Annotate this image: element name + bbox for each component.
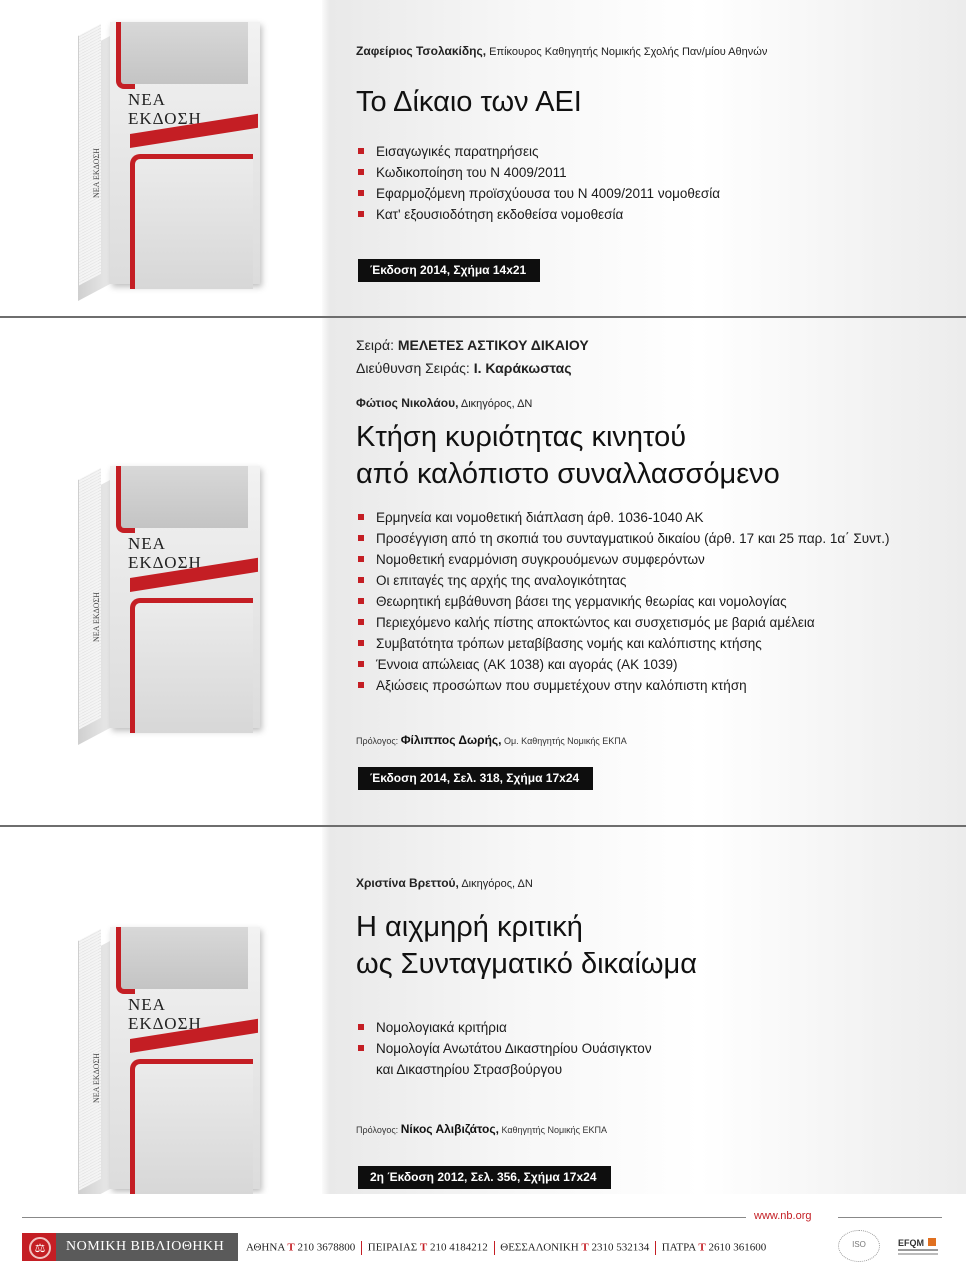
cover-label-line2: ΕΚΔΟΣΗ (128, 1014, 202, 1033)
phone-marker: Τ (698, 1241, 706, 1254)
cover-red-corner (116, 22, 135, 89)
cover-panel (130, 598, 253, 733)
book-title-line2: ως Συνταγματικό δικαίωμα (356, 948, 698, 980)
author-role: Επίκουρος Καθηγητής Νομικής Σχολής Παν/μίου Αθηνών (489, 46, 768, 58)
book-title-line2: από καλόπιστο συναλλασσόμενο (356, 458, 780, 490)
footer-rule-right (838, 1217, 942, 1218)
efqm-logo-icon (898, 1232, 938, 1260)
spine-label: ΝΕΑ ΕΚΔΟΣΗ (92, 1053, 101, 1103)
contact-phone: 210 3678800 (297, 1241, 356, 1254)
topic-item: Ερμηνεία και νομοθετική διάπλαση άρθ. 1036-1040 ΑΚ (357, 507, 889, 528)
cover-panel (130, 1059, 253, 1194)
cover-red-corner (116, 466, 135, 533)
topic-item: Έννοια απώλειας (ΑΚ 1038) και αγοράς (ΑΚ 1039) (357, 654, 889, 675)
cover-label-line1: ΝΕΑ (128, 995, 166, 1014)
topic-item: Νομολογία Ανωτάτου Δικαστηρίου Ουάσιγκτον (357, 1038, 652, 1059)
author-name: Ζαφείριος Τσολακίδης, (356, 44, 487, 58)
prologue-name: Φίλιππος Δωρής, (400, 733, 502, 747)
prologue-name: Νίκος Αλιβιζάτος, (400, 1122, 499, 1136)
author-line (356, 876, 533, 890)
topic-item: Οι επιταγές της αρχής της αναλογικότητας (357, 570, 889, 591)
book-section-3 (0, 827, 966, 1194)
direction-label: Διεύθυνση Σειράς: (356, 360, 470, 376)
book-front-cover (110, 22, 260, 284)
series-direction-line (356, 360, 572, 376)
book-front-cover (110, 466, 260, 728)
contact-divider (494, 1241, 495, 1255)
cover-top-block (120, 22, 248, 84)
topic-item: Αξιώσεις προσώπων που συμμετέχουν στην καλόπιστη κτήση (357, 675, 889, 696)
spine-label: ΝΕΑ ΕΚΔΟΣΗ (92, 148, 101, 198)
contact-divider (361, 1241, 362, 1255)
author-name: Χριστίνα Βρεττού, (356, 876, 459, 890)
topic-item: Νομοθετική εναρμόνιση συγκρουόμενων συμφερόντων (357, 549, 889, 570)
book-title-line1: Κτήση κυριότητας κινητού (356, 421, 687, 453)
prologue-label: Πρόλογος: (356, 1125, 399, 1135)
book-front-cover (110, 927, 260, 1189)
footer (0, 1196, 966, 1288)
topic-list (357, 1017, 652, 1080)
contact-phones (246, 1241, 766, 1255)
contact-city: ΠΑΤΡΑ (661, 1241, 696, 1254)
phone-marker: Τ (581, 1241, 589, 1254)
efqm-label: EFQM (898, 1238, 924, 1248)
spine-label: ΝΕΑ ΕΚΔΟΣΗ (92, 592, 101, 642)
prologue-line (356, 733, 627, 747)
topic-item: Συμβατότητα τρόπων μεταβίβασης νομής και καλόπιστης κτήσης (357, 633, 889, 654)
contact-city: ΑΘΗΝΑ (246, 1241, 285, 1254)
book-cover-image (78, 22, 260, 284)
publisher-name: ΝΟΜΙΚΗ ΒΙΒΛΙΟΘΗΚΗ (66, 1239, 225, 1254)
contact-phone: 210 4184212 (430, 1241, 488, 1254)
contact-city: ΠΕΙΡΑΙΑΣ (367, 1241, 418, 1254)
contact-divider (655, 1241, 656, 1255)
cover-panel (130, 154, 253, 289)
book-title (356, 909, 697, 983)
book-title-line1: Η αιχμηρή κριτική (356, 911, 583, 943)
footer-rule-left (22, 1217, 746, 1218)
author-line (356, 44, 767, 58)
iso-certification-icon: ISO (838, 1230, 880, 1262)
efqm-stripe (898, 1249, 938, 1251)
phone-marker: Τ (419, 1241, 428, 1254)
author-role: Δικηγόρος, ΔΝ (461, 878, 533, 890)
edition-badge: Έκδοση 2014, Σελ. 318, Σχήμα 17x24 (358, 767, 593, 790)
cover-label-line2: ΕΚΔΟΣΗ (128, 109, 202, 128)
cover-red-corner (116, 927, 135, 994)
topic-item: Εφαρμοζόμενη προϊσχύουσα του Ν 4009/2011 νομοθεσία (357, 183, 720, 204)
book-section-1 (0, 0, 966, 316)
author-name: Φώτιος Νικολάου, (356, 396, 459, 410)
cover-label-line1: ΝΕΑ (128, 90, 166, 109)
topic-item: Θεωρητική εμβάθυνση βάσει της γερμανικής θεωρίας και νομολογίας (357, 591, 889, 612)
topic-item: Προσέγγιση από τη σκοπιά του συνταγματικού δικαίου (άρθ. 17 και 25 παρ. 1α΄ Συντ.) (357, 528, 889, 549)
topic-item: Νομολογιακά κριτήρια (357, 1017, 652, 1038)
cover-top-block (120, 927, 248, 989)
book-title-line1: Το Δίκαιο των ΑΕΙ (356, 86, 582, 118)
book-cover-image (78, 466, 260, 728)
prologue-line (356, 1122, 607, 1136)
direction-name: Ι. Καράκωστας (473, 360, 572, 376)
topic-item-continuation: και Δικαστηρίου Στρασβούργου (376, 1062, 563, 1077)
prologue-role: Καθηγητής Νομικής ΕΚΠΑ (501, 1125, 608, 1135)
book-section-2 (0, 318, 966, 825)
edition-badge: 2η Έκδοση 2012, Σελ. 356, Σχήμα 17x24 (358, 1166, 611, 1189)
cover-top-block (120, 466, 248, 528)
cover-label-line2: ΕΚΔΟΣΗ (128, 553, 202, 572)
website-link[interactable]: www.nb.org (754, 1210, 812, 1222)
topic-item: Κατ' εξουσιοδότηση εκδοθείσα νομοθεσία (357, 204, 720, 225)
contact-phone: 2310 532134 (591, 1241, 650, 1254)
series-label: Σειρά: (356, 337, 394, 353)
edition-badge: Έκδοση 2014, Σχήμα 14x21 (358, 259, 540, 282)
efqm-square (928, 1238, 936, 1246)
topic-item: Περιεχόμενο καλής πίστης αποκτώντος και συσχετισμός με βαριά αμέλεια (357, 612, 889, 633)
book-cover-image (78, 927, 260, 1189)
topic-item: Εισαγωγικές παρατηρήσεις (357, 141, 720, 162)
book-title (356, 84, 582, 121)
publisher-logo (22, 1233, 238, 1261)
contact-phone: 2610 361600 (708, 1241, 767, 1254)
series-name: ΜΕΛΕΤΕΣ ΑΣΤΙΚΟΥ ΔΙΚΑΙΟΥ (397, 337, 589, 353)
prologue-role: Ομ. Καθηγητής Νομικής ΕΚΠΑ (503, 736, 627, 746)
author-role: Δικηγόρος, ΔΝ (460, 398, 533, 410)
phone-marker: Τ (287, 1241, 295, 1254)
prologue-label: Πρόλογος: (356, 736, 399, 746)
topic-list (357, 141, 720, 225)
topic-item: Κωδικοποίηση του Ν 4009/2011 (357, 162, 720, 183)
series-line (356, 337, 589, 353)
author-line (356, 396, 532, 410)
publisher-seal-icon: ⚖ (22, 1233, 56, 1261)
topic-list (357, 507, 889, 696)
cover-label-line1: ΝΕΑ (128, 534, 166, 553)
contact-city: ΘΕΣΣΑΛΟΝΙΚΗ (500, 1241, 579, 1254)
efqm-stripe (898, 1253, 938, 1255)
book-title (356, 419, 780, 493)
